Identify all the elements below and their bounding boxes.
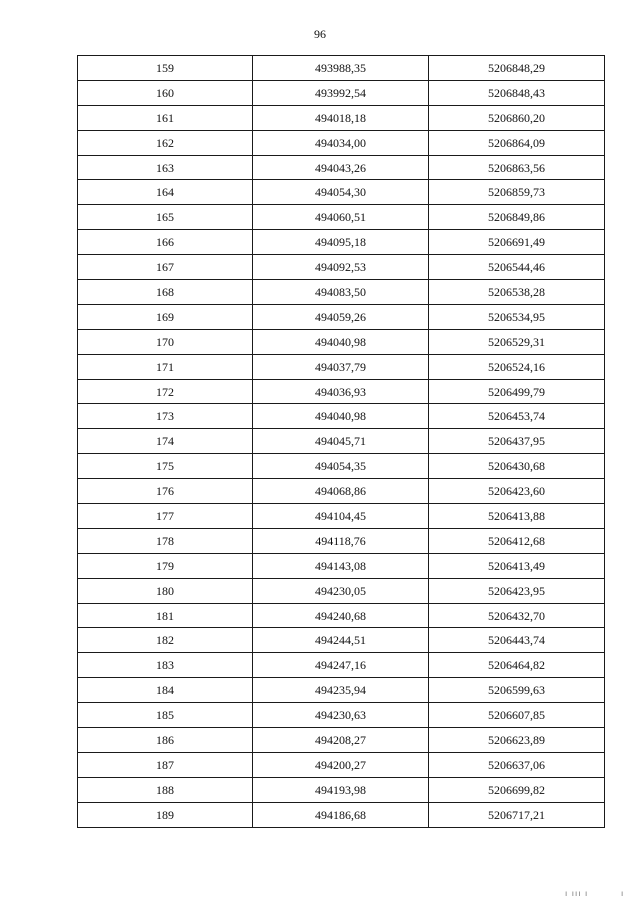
y-coordinate-cell: 5206860,20 bbox=[429, 105, 605, 130]
point-number-cell: 183 bbox=[78, 653, 253, 678]
table-row bbox=[78, 155, 605, 180]
y-coordinate-cell: 5206499,79 bbox=[429, 379, 605, 404]
table-row bbox=[78, 553, 605, 578]
x-coordinate-cell: 494230,05 bbox=[253, 578, 429, 603]
point-number-cell: 167 bbox=[78, 255, 253, 280]
x-coordinate-cell: 494054,35 bbox=[253, 454, 429, 479]
table-row bbox=[78, 105, 605, 130]
y-coordinate-cell: 5206848,29 bbox=[429, 56, 605, 81]
x-coordinate-cell: 494118,76 bbox=[253, 528, 429, 553]
point-number-cell: 172 bbox=[78, 379, 253, 404]
y-coordinate-cell: 5206423,95 bbox=[429, 578, 605, 603]
x-coordinate-cell: 494247,16 bbox=[253, 653, 429, 678]
y-coordinate-cell: 5206863,56 bbox=[429, 155, 605, 180]
y-coordinate-cell: 5206849,86 bbox=[429, 205, 605, 230]
point-number-cell: 162 bbox=[78, 130, 253, 155]
x-coordinate-cell: 494240,68 bbox=[253, 603, 429, 628]
table-row bbox=[78, 80, 605, 105]
y-coordinate-cell: 5206413,49 bbox=[429, 553, 605, 578]
x-coordinate-cell: 494068,86 bbox=[253, 479, 429, 504]
x-coordinate-cell: 494104,45 bbox=[253, 504, 429, 529]
point-number-cell: 174 bbox=[78, 429, 253, 454]
table-row bbox=[78, 304, 605, 329]
y-coordinate-cell: 5206443,74 bbox=[429, 628, 605, 653]
x-coordinate-cell: 494208,27 bbox=[253, 728, 429, 753]
y-coordinate-cell: 5206637,06 bbox=[429, 752, 605, 777]
y-coordinate-cell: 5206599,63 bbox=[429, 678, 605, 703]
point-number-cell: 187 bbox=[78, 752, 253, 777]
x-coordinate-cell: 493988,35 bbox=[253, 56, 429, 81]
table-row bbox=[78, 603, 605, 628]
table-row bbox=[78, 728, 605, 753]
table-row bbox=[78, 56, 605, 81]
table-row bbox=[78, 802, 605, 827]
point-number-cell: 173 bbox=[78, 404, 253, 429]
table-row bbox=[78, 180, 605, 205]
y-coordinate-cell: 5206623,89 bbox=[429, 728, 605, 753]
x-coordinate-cell: 494186,68 bbox=[253, 802, 429, 827]
table-row bbox=[78, 354, 605, 379]
table-row bbox=[78, 329, 605, 354]
point-number-cell: 169 bbox=[78, 304, 253, 329]
table-row bbox=[78, 528, 605, 553]
y-coordinate-cell: 5206529,31 bbox=[429, 329, 605, 354]
x-coordinate-cell: 494059,26 bbox=[253, 304, 429, 329]
y-coordinate-cell: 5206423,60 bbox=[429, 479, 605, 504]
coordinates-table bbox=[77, 55, 605, 828]
x-coordinate-cell: 494034,00 bbox=[253, 130, 429, 155]
table-row bbox=[78, 703, 605, 728]
table-row bbox=[78, 479, 605, 504]
table-row bbox=[78, 205, 605, 230]
table-row bbox=[78, 130, 605, 155]
point-number-cell: 178 bbox=[78, 528, 253, 553]
point-number-cell: 163 bbox=[78, 155, 253, 180]
x-coordinate-cell: 494083,50 bbox=[253, 280, 429, 305]
coordinates-table-body bbox=[78, 56, 605, 828]
scan-marks: ı ııı ı bbox=[565, 889, 589, 898]
y-coordinate-cell: 5206538,28 bbox=[429, 280, 605, 305]
y-coordinate-cell: 5206437,95 bbox=[429, 429, 605, 454]
page-number: 96 bbox=[314, 27, 326, 41]
point-number-cell: 181 bbox=[78, 603, 253, 628]
x-coordinate-cell: 493992,54 bbox=[253, 80, 429, 105]
y-coordinate-cell: 5206864,09 bbox=[429, 130, 605, 155]
table-row bbox=[78, 777, 605, 802]
y-coordinate-cell: 5206413,88 bbox=[429, 504, 605, 529]
table-row bbox=[78, 280, 605, 305]
y-coordinate-cell: 5206717,21 bbox=[429, 802, 605, 827]
x-coordinate-cell: 494060,51 bbox=[253, 205, 429, 230]
y-coordinate-cell: 5206432,70 bbox=[429, 603, 605, 628]
point-number-cell: 171 bbox=[78, 354, 253, 379]
table-row bbox=[78, 379, 605, 404]
x-coordinate-cell: 494018,18 bbox=[253, 105, 429, 130]
point-number-cell: 176 bbox=[78, 479, 253, 504]
point-number-cell: 188 bbox=[78, 777, 253, 802]
table-row bbox=[78, 504, 605, 529]
x-coordinate-cell: 494037,79 bbox=[253, 354, 429, 379]
point-number-cell: 189 bbox=[78, 802, 253, 827]
y-coordinate-cell: 5206464,82 bbox=[429, 653, 605, 678]
y-coordinate-cell: 5206453,74 bbox=[429, 404, 605, 429]
x-coordinate-cell: 494040,98 bbox=[253, 329, 429, 354]
x-coordinate-cell: 494200,27 bbox=[253, 752, 429, 777]
point-number-cell: 168 bbox=[78, 280, 253, 305]
table-row bbox=[78, 628, 605, 653]
y-coordinate-cell: 5206699,82 bbox=[429, 777, 605, 802]
point-number-cell: 159 bbox=[78, 56, 253, 81]
table-row bbox=[78, 653, 605, 678]
x-coordinate-cell: 494045,71 bbox=[253, 429, 429, 454]
y-coordinate-cell: 5206534,95 bbox=[429, 304, 605, 329]
point-number-cell: 177 bbox=[78, 504, 253, 529]
table-row bbox=[78, 752, 605, 777]
table-row bbox=[78, 578, 605, 603]
y-coordinate-cell: 5206524,16 bbox=[429, 354, 605, 379]
table-row bbox=[78, 255, 605, 280]
point-number-cell: 179 bbox=[78, 553, 253, 578]
table-row bbox=[78, 429, 605, 454]
x-coordinate-cell: 494036,93 bbox=[253, 379, 429, 404]
y-coordinate-cell: 5206691,49 bbox=[429, 230, 605, 255]
point-number-cell: 180 bbox=[78, 578, 253, 603]
x-coordinate-cell: 494092,53 bbox=[253, 255, 429, 280]
point-number-cell: 166 bbox=[78, 230, 253, 255]
y-coordinate-cell: 5206430,68 bbox=[429, 454, 605, 479]
point-number-cell: 182 bbox=[78, 628, 253, 653]
y-coordinate-cell: 5206859,73 bbox=[429, 180, 605, 205]
point-number-cell: 164 bbox=[78, 180, 253, 205]
y-coordinate-cell: 5206544,46 bbox=[429, 255, 605, 280]
point-number-cell: 175 bbox=[78, 454, 253, 479]
y-coordinate-cell: 5206412,68 bbox=[429, 528, 605, 553]
table-row bbox=[78, 230, 605, 255]
x-coordinate-cell: 494043,26 bbox=[253, 155, 429, 180]
point-number-cell: 185 bbox=[78, 703, 253, 728]
point-number-cell: 170 bbox=[78, 329, 253, 354]
x-coordinate-cell: 494095,18 bbox=[253, 230, 429, 255]
x-coordinate-cell: 494235,94 bbox=[253, 678, 429, 703]
x-coordinate-cell: 494040,98 bbox=[253, 404, 429, 429]
table-row bbox=[78, 404, 605, 429]
table-row bbox=[78, 454, 605, 479]
x-coordinate-cell: 494193,98 bbox=[253, 777, 429, 802]
table-row bbox=[78, 678, 605, 703]
y-coordinate-cell: 5206848,43 bbox=[429, 80, 605, 105]
y-coordinate-cell: 5206607,85 bbox=[429, 703, 605, 728]
point-number-cell: 161 bbox=[78, 105, 253, 130]
x-coordinate-cell: 494054,30 bbox=[253, 180, 429, 205]
x-coordinate-cell: 494230,63 bbox=[253, 703, 429, 728]
x-coordinate-cell: 494143,08 bbox=[253, 553, 429, 578]
point-number-cell: 184 bbox=[78, 678, 253, 703]
scan-mark-right: ı bbox=[621, 889, 624, 898]
x-coordinate-cell: 494244,51 bbox=[253, 628, 429, 653]
point-number-cell: 165 bbox=[78, 205, 253, 230]
point-number-cell: 186 bbox=[78, 728, 253, 753]
point-number-cell: 160 bbox=[78, 80, 253, 105]
